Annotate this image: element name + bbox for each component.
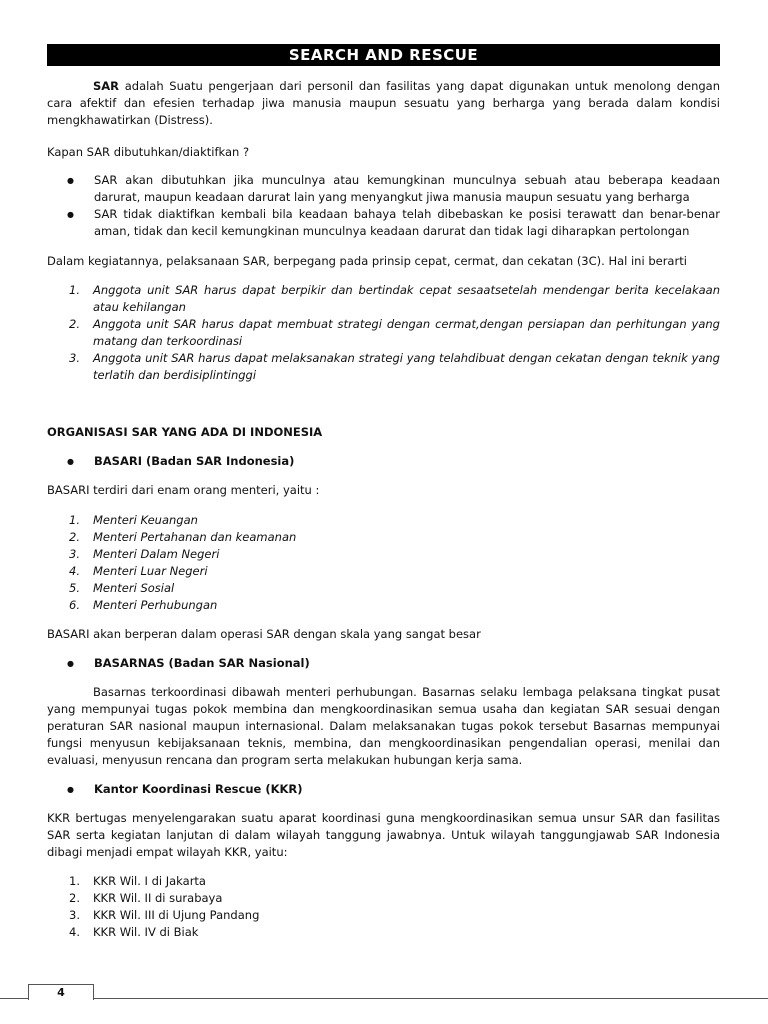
- list-number: 3.: [69, 547, 80, 561]
- list-text: Anggota unit SAR harus dapat melaksanakan strategi yang telahdibuat dengan cekatan dengan teknik yang terlatih dan berdisiplintinggi: [93, 351, 720, 382]
- list-text: Menteri Perhubungan: [93, 598, 218, 612]
- list-item: [47, 282, 720, 316]
- list-item: [47, 580, 720, 597]
- kkr-regions: [47, 873, 720, 941]
- list-number: 1.: [69, 874, 80, 888]
- list-number: 4.: [69, 925, 80, 939]
- list-item: [47, 924, 720, 941]
- question-line: Kapan SAR dibutuhkan/diaktifkan ?: [47, 145, 250, 159]
- intro-paragraph: [47, 78, 720, 129]
- list-text: KKR Wil. II di surabaya: [93, 891, 223, 905]
- section-heading: ORGANISASI SAR YANG ADA DI INDONESIA: [47, 425, 323, 439]
- list-text: Menteri Luar Negeri: [93, 564, 208, 578]
- principle-list: [47, 282, 720, 384]
- list-number: 2.: [69, 891, 80, 905]
- list-item: [47, 546, 720, 563]
- list-item: [47, 597, 720, 614]
- when-list-block: [47, 172, 720, 240]
- list-item: ● SAR akan dibutuhkan jika munculnya atau kemungkinan munculnya sebuah atau beberapa keadaan darurat, maupun keadaan darurat lain yang menyangkut jiwa manusia maupun sesuatu yang berharga: [47, 172, 720, 206]
- kkr-heading: ● Kantor Koordinasi Rescue (KKR): [47, 781, 720, 798]
- kkr-regions-block: [47, 873, 720, 941]
- list-text: Menteri Pertahanan dan keamanan: [93, 530, 297, 544]
- list-item: [47, 907, 720, 924]
- list-text: KKR Wil. IV di Biak: [93, 925, 199, 939]
- list-number: 3.: [69, 908, 80, 922]
- list-text: Menteri Dalam Negeri: [93, 547, 220, 561]
- list-number: 1.: [69, 513, 80, 527]
- list-item: [47, 512, 720, 529]
- basari-members-block: [47, 512, 720, 614]
- page-title: SEARCH AND RESCUE: [47, 44, 720, 66]
- list-item: [47, 350, 720, 384]
- list-item: [47, 563, 720, 580]
- list-item: [47, 529, 720, 546]
- list-text: Anggota unit SAR harus dapat membuat strategi dengan cermat,dengan persiapan dan perhitungan yang matang dan terkoordinasi: [93, 317, 720, 348]
- principle-list-block: [47, 282, 720, 384]
- basari-role: BASARI akan berperan dalam operasi SAR dengan skala yang sangat besar: [47, 627, 481, 641]
- basarnas-paragraph: Basarnas terkoordinasi dibawah menteri perhubungan. Basarnas selaku lembaga pelaksana tingkat pusat yang mempunyai tugas pokok membina dan mengkoordinasikan semua usaha dan kegiatan SAR sesuai dengan peraturan SAR nasional maupun internasional. Dalam melaksanakan tugas pokok tersebut Basarnas mempunyai fungsi menyusun kebijaksanaan teknis, membina, dan mengkoordinasikan pengendalian operasi, menilai dan evaluasi, menyusun rencana dan program serta melakukan hubungan kerja sama.: [47, 685, 720, 767]
- basari-intro: BASARI terdiri dari enam orang menteri, yaitu :: [47, 483, 320, 497]
- principle-paragraph: Dalam kegiatannya, pelaksanaan SAR, berpegang pada prinsip cepat, cermat, dan cekatan (3C). Hal ini berarti: [47, 254, 687, 268]
- list-text: Anggota unit SAR harus dapat berpikir dan bertindak cepat sesaatsetelah mendengar berita kecelakaan atau kehilangan: [93, 283, 720, 314]
- basari-heading: ● BASARI (Badan SAR Indonesia): [47, 453, 720, 470]
- list-text: KKR Wil. I di Jakarta: [93, 874, 206, 888]
- when-list: [47, 172, 720, 240]
- list-number: 4.: [69, 564, 80, 578]
- list-item: [47, 316, 720, 350]
- list-number: 2.: [69, 317, 80, 331]
- list-number: 6.: [69, 598, 80, 612]
- list-text: Menteri Keuangan: [93, 513, 198, 527]
- list-number: 1.: [69, 283, 80, 297]
- list-item: [47, 873, 720, 890]
- list-number: 2.: [69, 530, 80, 544]
- intro-lead: SAR: [93, 79, 120, 93]
- kkr-paragraph: KKR bertugas menyelengarakan suatu aparat koordinasi guna mengkoordinasikan semua unsur SAR dan fasilitas SAR serta kegiatan lanjutan di dalam wilayah tanggung jawabnya. Untuk wilayah tanggungjawab SAR Indonesia dibagi menjadi empat wilayah KKR, yaitu:: [47, 811, 720, 859]
- basarnas-heading: ● BASARNAS (Badan SAR Nasional): [47, 655, 720, 672]
- page-number: 4: [28, 984, 94, 1000]
- list-item: [47, 890, 720, 907]
- list-text: Menteri Sosial: [93, 581, 175, 595]
- list-number: 5.: [69, 581, 80, 595]
- list-number: 3.: [69, 351, 80, 365]
- list-item: ● SAR tidak diaktifkan kembali bila keadaan bahaya telah dibebaskan ke posisi terawatt dan benar-benar aman, tidak dan kecil kemungkinan munculnya keadaan darurat dan tidak lagi diharapkan pertolongan: [47, 206, 720, 240]
- footer-rule: [0, 998, 768, 999]
- intro-text: adalah Suatu pengerjaan dari personil dan fasilitas yang dapat digunakan untuk menolong dengan cara afektif dan efesien terhadap jiwa manusia maupun sesuatu yang berharga yang berada dalam kondisi mengkhawatirkan (Distress).: [47, 79, 720, 127]
- list-text: KKR Wil. III di Ujung Pandang: [93, 908, 260, 922]
- basari-members: [47, 512, 720, 614]
